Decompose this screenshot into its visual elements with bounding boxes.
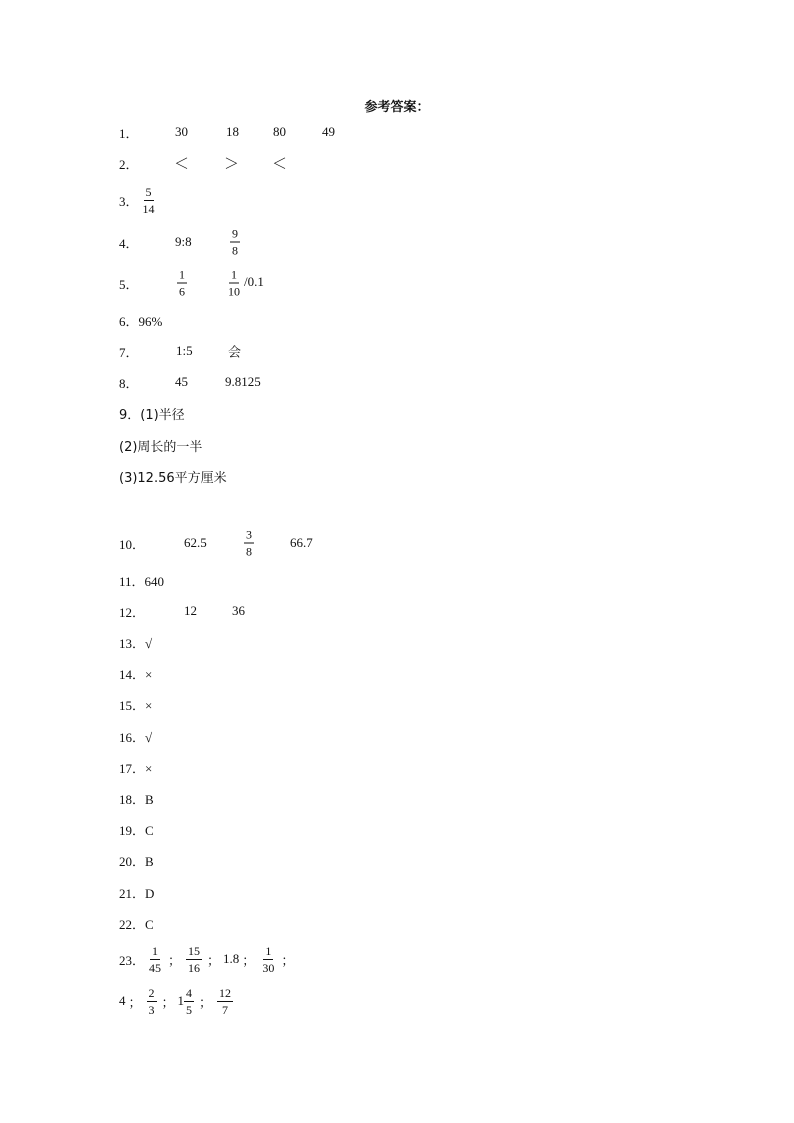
fraction bbox=[175, 269, 189, 298]
denominator: 6 bbox=[179, 284, 185, 299]
answer-text: 17．× bbox=[119, 760, 153, 776]
fraction bbox=[260, 945, 276, 974]
answer-22 bbox=[119, 908, 154, 938]
numerator: 12 bbox=[219, 985, 232, 1000]
answer-13 bbox=[119, 627, 152, 657]
answer-11 bbox=[119, 565, 164, 595]
answer-text: 13．√ bbox=[119, 635, 153, 651]
answer-5 bbox=[119, 268, 519, 298]
page-title: 参考答案： bbox=[364, 100, 430, 115]
answer-23-row-2 bbox=[119, 986, 235, 1016]
fraction bbox=[217, 987, 233, 1016]
numerator: 9 bbox=[232, 226, 238, 241]
answer-text: 14．× bbox=[119, 666, 153, 682]
fraction bbox=[242, 529, 256, 558]
question-number: 7． bbox=[119, 344, 139, 360]
answer-text: 15．× bbox=[119, 697, 153, 713]
question-number: 8． bbox=[119, 375, 139, 391]
question-number: 2． bbox=[119, 156, 139, 172]
answer-9-part-1 bbox=[119, 398, 185, 428]
separator: ； bbox=[242, 953, 256, 969]
answer-16 bbox=[119, 721, 152, 751]
fraction bbox=[147, 987, 157, 1016]
answer-value: 36 bbox=[232, 603, 245, 618]
fraction-with-alternate bbox=[224, 269, 264, 298]
answer-19 bbox=[119, 814, 154, 844]
numerator: 5 bbox=[145, 184, 152, 199]
answer-20 bbox=[119, 845, 154, 875]
answer-text: (3)12.56平方厘米 bbox=[119, 470, 227, 486]
answer-text: 11．640 bbox=[119, 573, 165, 589]
answer-23-row-1 bbox=[119, 944, 297, 974]
answer-text: 18．B bbox=[119, 791, 154, 807]
answer-7 bbox=[119, 336, 519, 366]
answer-text: 20．B bbox=[119, 853, 154, 869]
numerator: 2 bbox=[148, 985, 155, 1000]
separator: ； bbox=[128, 995, 142, 1011]
answer-value: 12 bbox=[184, 603, 197, 618]
denominator: 8 bbox=[246, 544, 252, 559]
answer-value: ＜ bbox=[272, 154, 288, 173]
denominator: 10 bbox=[228, 284, 240, 299]
denominator: 3 bbox=[148, 1002, 155, 1017]
answer-value: 1:5 bbox=[176, 343, 193, 358]
fraction bbox=[228, 228, 242, 257]
numerator: 4 bbox=[186, 985, 193, 1000]
answer-4 bbox=[119, 227, 519, 257]
answer-18 bbox=[119, 783, 154, 813]
answer-text: 22．C bbox=[119, 916, 154, 932]
separator: ； bbox=[161, 995, 175, 1011]
answer-8 bbox=[119, 367, 519, 397]
question-number: 5． bbox=[119, 276, 139, 292]
question-number: 4． bbox=[119, 235, 139, 251]
separator: ； bbox=[168, 953, 182, 969]
answer-14 bbox=[119, 658, 152, 688]
answer-value: 62.5 bbox=[184, 535, 207, 550]
numerator: 1 bbox=[265, 943, 272, 958]
question-number: 23． bbox=[119, 952, 146, 968]
answer-21 bbox=[119, 877, 154, 907]
denominator: 30 bbox=[262, 960, 275, 975]
answer-value: 9:8 bbox=[175, 234, 192, 249]
separator: ； bbox=[199, 995, 213, 1011]
answer-10 bbox=[119, 528, 519, 558]
answer-value: 80 bbox=[273, 124, 286, 139]
mixed-number-whole: 1 bbox=[177, 993, 185, 1008]
answer-value: 66.7 bbox=[290, 535, 313, 550]
numerator: 1 bbox=[231, 267, 237, 282]
fraction bbox=[147, 945, 163, 974]
separator: ； bbox=[281, 953, 295, 969]
question-number: 3． bbox=[119, 193, 139, 209]
answer-value: ＜ bbox=[174, 154, 190, 173]
answer-value: ＞ bbox=[224, 154, 240, 173]
answer-12 bbox=[119, 596, 519, 626]
answer-text: 16．√ bbox=[119, 729, 153, 745]
answer-6 bbox=[119, 305, 162, 335]
answer-17 bbox=[119, 752, 152, 782]
answer-text: 19．C bbox=[119, 822, 154, 838]
numerator: 1 bbox=[179, 267, 185, 282]
answer-value: 9.8125 bbox=[225, 374, 261, 389]
question-number: 12． bbox=[119, 604, 146, 620]
answer-value: 4 bbox=[119, 993, 126, 1008]
question-number: 1． bbox=[119, 125, 139, 141]
answer-9-part-3 bbox=[119, 461, 227, 491]
answer-15 bbox=[119, 689, 152, 719]
numerator: 3 bbox=[246, 527, 252, 542]
answer-text: 6．96% bbox=[119, 313, 163, 329]
answer-9-part-2 bbox=[119, 430, 202, 460]
answer-value: 1.8 bbox=[223, 951, 240, 966]
answer-text: (2)周长的一半 bbox=[119, 439, 203, 455]
numerator: 15 bbox=[188, 943, 201, 958]
answer-text: 9．(1)半径 bbox=[119, 407, 185, 423]
alternate-value: /0.1 bbox=[244, 273, 264, 289]
answer-text: 21．D bbox=[119, 885, 155, 901]
answer-1 bbox=[119, 117, 519, 147]
denominator: 8 bbox=[232, 243, 238, 258]
separator: ； bbox=[207, 953, 221, 969]
denominator: 5 bbox=[186, 1002, 193, 1017]
answer-3 bbox=[119, 185, 159, 215]
answer-value: 49 bbox=[322, 124, 335, 139]
answer-value: 会 bbox=[228, 345, 242, 361]
answer-value: 30 bbox=[175, 124, 188, 139]
numerator: 1 bbox=[152, 943, 159, 958]
fraction bbox=[141, 186, 157, 215]
answer-2 bbox=[119, 148, 519, 178]
fraction bbox=[184, 987, 194, 1016]
denominator: 7 bbox=[222, 1002, 229, 1017]
denominator: 16 bbox=[188, 960, 201, 975]
denominator: 45 bbox=[149, 960, 162, 975]
question-number: 10． bbox=[119, 536, 146, 552]
denominator: 14 bbox=[142, 201, 155, 216]
answer-value: 18 bbox=[226, 124, 239, 139]
answer-value: 45 bbox=[175, 374, 188, 389]
fraction bbox=[186, 945, 202, 974]
